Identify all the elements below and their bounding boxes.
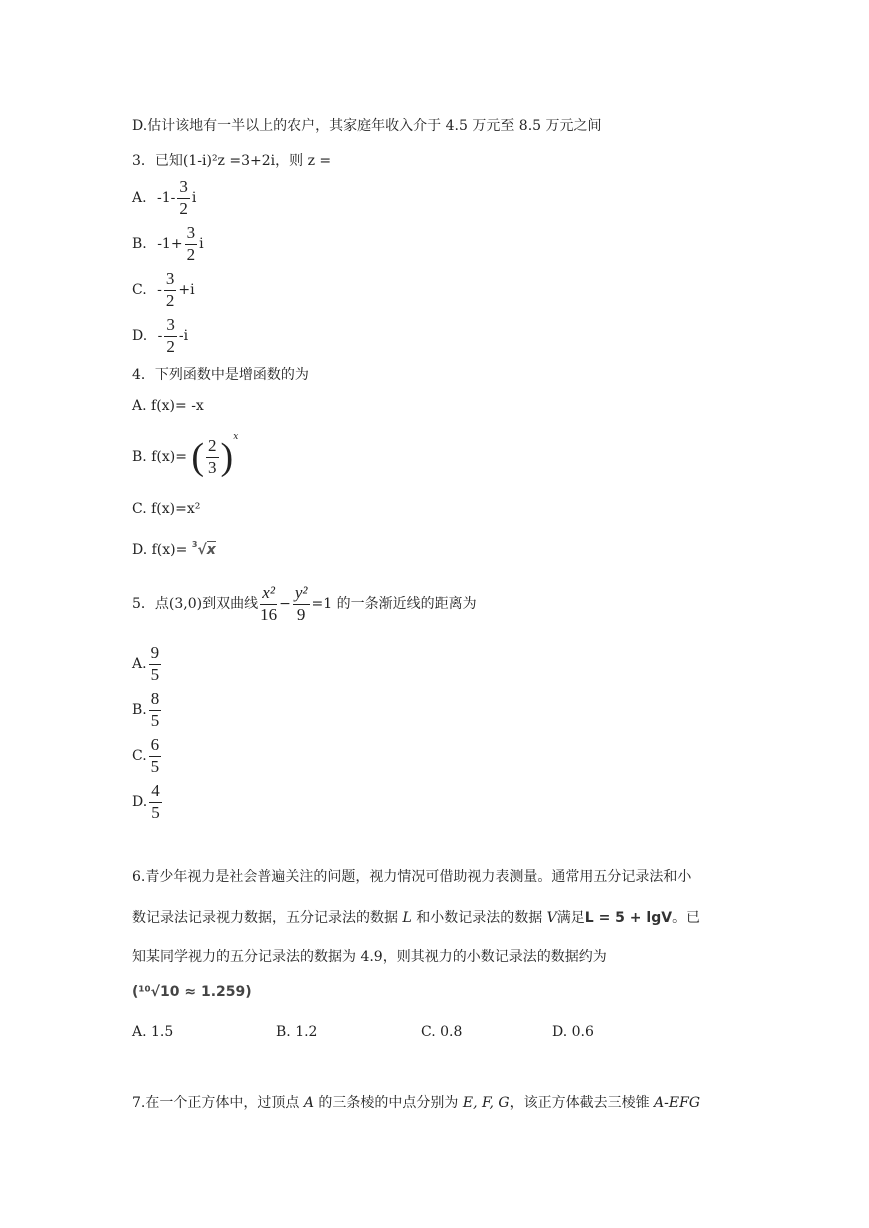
q5-option-c (132, 736, 163, 776)
q4-option-a: A. f(x)= -x (132, 398, 204, 414)
denominator: 5 (150, 756, 160, 776)
q3-option-d (132, 316, 188, 356)
fraction (149, 644, 162, 684)
right-paren: ) (220, 436, 234, 478)
fraction (185, 224, 198, 264)
option-label: A. (132, 189, 147, 206)
denominator: 2 (186, 244, 196, 264)
q4-option-d (132, 540, 216, 558)
left-paren: ( (191, 436, 205, 478)
q4-option-c: C. f(x)=x² (132, 501, 201, 517)
minus-sign: − (279, 595, 291, 612)
question-7-line-1 (132, 1092, 700, 1112)
numerator: 3 (179, 177, 188, 196)
option-label: A. (132, 655, 147, 672)
text: 的三条棱的中点分别为 (318, 1095, 459, 1111)
formula: L = 5 + lgV (584, 910, 673, 926)
question-6-line-2 (132, 907, 700, 927)
option-label: B. (132, 235, 147, 252)
q3-option-a (132, 178, 196, 218)
q5-option-d (132, 782, 164, 822)
denominator: 2 (165, 290, 175, 310)
option-label: D. (132, 327, 148, 344)
variable-l: L (402, 910, 412, 926)
question-3-stem: 3．已知(1-i)²z =3+2i，则 z = (132, 153, 332, 169)
text: ，该正方体截去三棱锥 (509, 1095, 650, 1111)
numerator: 6 (150, 735, 160, 754)
denominator: 5 (150, 664, 160, 684)
text: 和小数记录法的数据 (416, 910, 543, 926)
variable-v: V (546, 910, 557, 926)
option-label: B. (132, 701, 147, 718)
text: 。已 (672, 910, 701, 926)
option-label: D. (132, 793, 148, 810)
option-suffix: i (199, 235, 204, 252)
denominator: 16 (260, 604, 278, 624)
denominator: 5 (151, 802, 160, 822)
radical-sign: √ (197, 542, 207, 558)
q6-option-d: D. 0.6 (552, 1024, 594, 1040)
numerator: x² (262, 583, 275, 602)
numerator: 2 (208, 436, 217, 456)
question-5-stem (132, 584, 477, 624)
numerator: y² (294, 583, 308, 602)
stem-suffix: =1 的一条渐近线的距离为 (311, 595, 477, 612)
question-4-stem: 4．下列函数中是增函数的为 (132, 367, 309, 383)
option-prefix: B. f(x)= (132, 449, 187, 465)
stem-prefix: 5．点(3,0)到双曲线 (132, 595, 259, 612)
radicand: x (206, 542, 216, 558)
fraction (164, 316, 177, 356)
fraction-x (260, 584, 277, 624)
option-d-previous: D.估计该地有一半以上的农户，其家庭年收入介于 4.5 万元至 8.5 万元之间 (132, 118, 602, 134)
q5-option-a (132, 644, 163, 684)
text: 数记录法记录视力数据，五分记录法的数据 (132, 910, 398, 926)
numerator: 3 (166, 315, 175, 334)
denominator: 5 (150, 710, 160, 730)
denominator: 3 (208, 458, 217, 477)
exponent: x (233, 432, 239, 442)
denominator: 9 (296, 604, 306, 624)
fraction-y (293, 584, 310, 624)
option-label: C. (132, 281, 147, 298)
option-prefix: - (157, 327, 163, 344)
q6-option-a: A. 1.5 (132, 1024, 174, 1040)
option-label: C. (132, 747, 147, 764)
option-suffix: +i (178, 281, 195, 298)
question-6-line-3: 知某同学视力的五分记录法的数据为 4.9，则其视力的小数记录法的数据约为 (132, 949, 607, 965)
q4-option-b (132, 432, 238, 477)
question-6-line-1: 6.青少年视力是社会普遍关注的问题，视力情况可借助视力表测量。通常用五分记录法和小 (132, 869, 692, 885)
pyramid-name: A-EFG (654, 1095, 701, 1111)
fraction (149, 782, 162, 822)
vertex-a: A (303, 1095, 314, 1111)
numerator: 8 (150, 689, 160, 708)
numerator: 3 (165, 269, 175, 288)
option-suffix: -i (178, 327, 189, 344)
midpoints: E, F, G (462, 1095, 510, 1111)
question-6-hint: (¹⁰√10 ≈ 1.259) (132, 984, 252, 1000)
q6-option-b: B. 1.2 (276, 1024, 318, 1040)
fraction (177, 178, 190, 218)
text: 7.在一个正方体中，过顶点 (132, 1095, 300, 1111)
text: 满足 (556, 910, 585, 926)
root-index: 3 (191, 540, 198, 549)
fraction (206, 437, 219, 477)
q5-option-b (132, 690, 163, 730)
denominator: 2 (179, 198, 188, 218)
option-prefix: D. f(x)= (132, 542, 188, 558)
fraction (149, 736, 162, 776)
cube-root-expression (192, 542, 216, 558)
option-prefix: -1+ (157, 235, 183, 252)
q3-option-b (132, 224, 204, 264)
option-prefix: - (157, 281, 162, 298)
fraction (149, 690, 162, 730)
option-prefix: -1- (157, 189, 176, 206)
q3-option-c (132, 270, 195, 310)
q6-option-c: C. 0.8 (421, 1024, 463, 1040)
numerator: 3 (186, 223, 196, 242)
option-suffix: i (191, 189, 197, 206)
fraction (164, 270, 177, 310)
denominator: 2 (166, 336, 175, 356)
numerator: 4 (151, 781, 160, 800)
numerator: 9 (150, 643, 160, 662)
